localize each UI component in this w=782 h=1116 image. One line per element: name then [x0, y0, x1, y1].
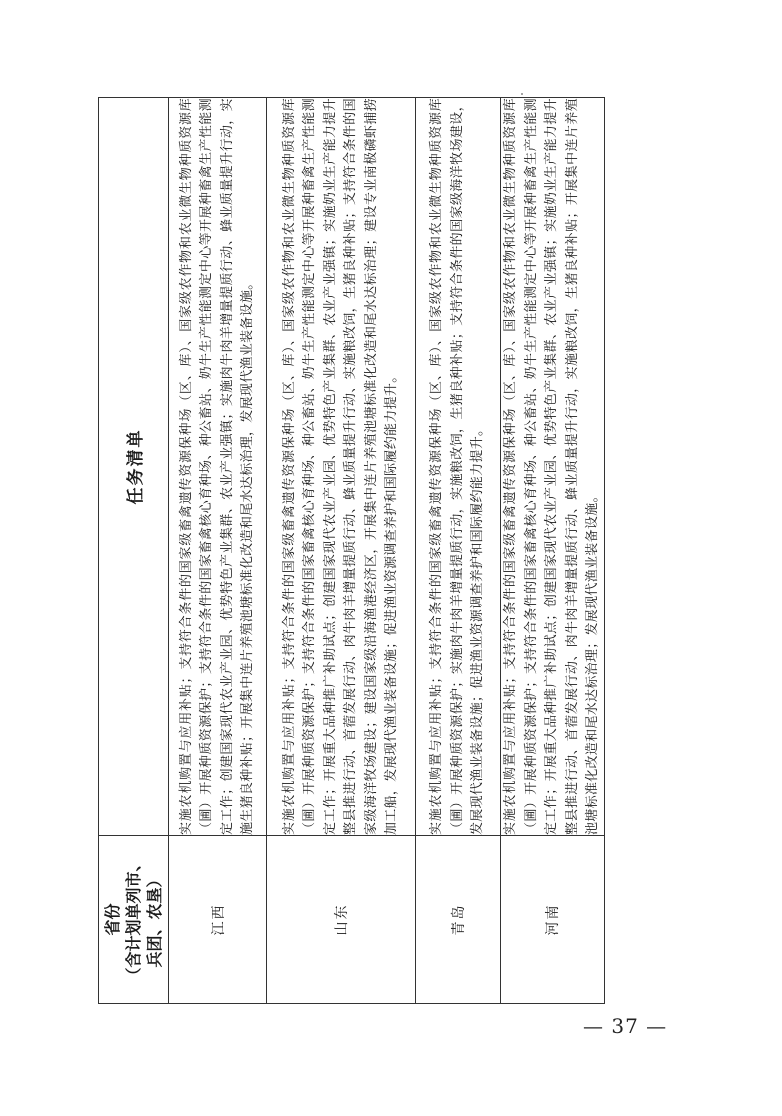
province-cell: 江西 [169, 836, 267, 1004]
rotated-table-container [98, 98, 600, 1004]
province-header-cell [99, 836, 169, 1004]
province-header-line3: 兵团、农垦） [145, 871, 164, 968]
province-cell: 河南 [501, 836, 605, 1004]
tasks-header: 任务清单 [126, 428, 146, 505]
province-header-line1: 省份 [103, 903, 122, 936]
tasks-cell: 实施农机购置与应用补贴；支持符合条件的国家级畜禽遗传资源保种场（区、库）、国家级农作物和农业微生物种质资源库（圃）开展种质资源保护；支持符合条件的国家畜禽核心育种场、种公畜站、奶牛生产性能测定中心等开展种畜禽生产性能测定工作；开展重大品种推广补助试点；创建国家现代农业产业园、优势特色产业集群、农业产业强镇；实施奶业生产能力提升整县推进行动、首蓿发展行动、肉牛肉羊增量提质行动、蜂业质量提升行动，实施粮改饲，生猪良种补贴；开展集中连片养殖池塘标准化改造和尾水达标治理；发展现代渔业装备设施。 [501, 98, 605, 836]
tasks-cell: 实施农机购置与应用补贴；支持符合条件的国家级畜禽遗传资源保种场（区、库）、国家级农作物和农业微生物种质资源库（圃）开展种质资源保护；支持符合条件的国家畜禽核心育种场、种公畜站、奶牛生产性能测定中心等开展种畜禽生产性能测定工作；创建国家现代农业产业园、优势特色产业集群、农业产业强镇；实施肉牛肉羊增量提质行动、蜂业质量提升行动，实施生猪良种补贴；开展集中连片养殖池塘标准化改造和尾水达标治理，发展现代渔业装备设施。 [169, 98, 267, 836]
province-header-line2: （含计划单列市、 [124, 855, 143, 984]
table-row [501, 98, 605, 1004]
province-cell: 山东 [267, 836, 416, 1004]
table-row [267, 98, 416, 1004]
province-cell: 青岛 [416, 836, 501, 1004]
tasks-cell: 实施农机购置与应用补贴；支持符合条件的国家级畜禽遗传资源保种场（区、库）、国家级农作物和农业微生物种质资源库（圃）开展种质资源保护；支持符合条件的国家畜禽核心育种场、种公畜站、奶牛生产性能测定中心等开展种畜禽生产性能测定工作；开展重大品种推广补助试点；创建国家现代农业产业园、优势特色产业集群、农业产业强镇；实施奶业生产能力提升整县推进行动、首蓿发展行动、肉牛肉羊增量提质行动、蜂业质量提升行动、实施粮改饲，生猪良种补贴；支持符合条件的国家级海洋牧场建设；建设国家级沿海渔港经济区，开展集中连片养殖池塘标准化改造和尾水达标治理；建设专业南极磷虾捕捞加工船，发展现代渔业装备设施；促进渔业资源调查养护和国际履约能力提升。 [267, 98, 416, 836]
page-number: — 37 — [583, 1014, 668, 1038]
speck [521, 93, 523, 95]
tasks-cell: 实施农机购置与应用补贴；支持符合条件的国家级畜禽遗传资源保种场（区、库）、国家级农作物和农业微生物种质资源库（圃）开展种质资源保护；实施肉牛肉羊增量提质行动，实施粮改饲，生猪良种补贴；支持符合条件的国家级海洋牧场建设，发展现代渔业装备设施；促进渔业资源调查养护和国际履约能力提升。 [416, 98, 501, 836]
province-header [102, 836, 165, 1003]
tasks-header-cell [99, 98, 169, 836]
table-row [416, 98, 501, 1004]
task-list-table [98, 97, 605, 1004]
table-row [169, 98, 267, 1004]
table-header-row [99, 98, 169, 1004]
